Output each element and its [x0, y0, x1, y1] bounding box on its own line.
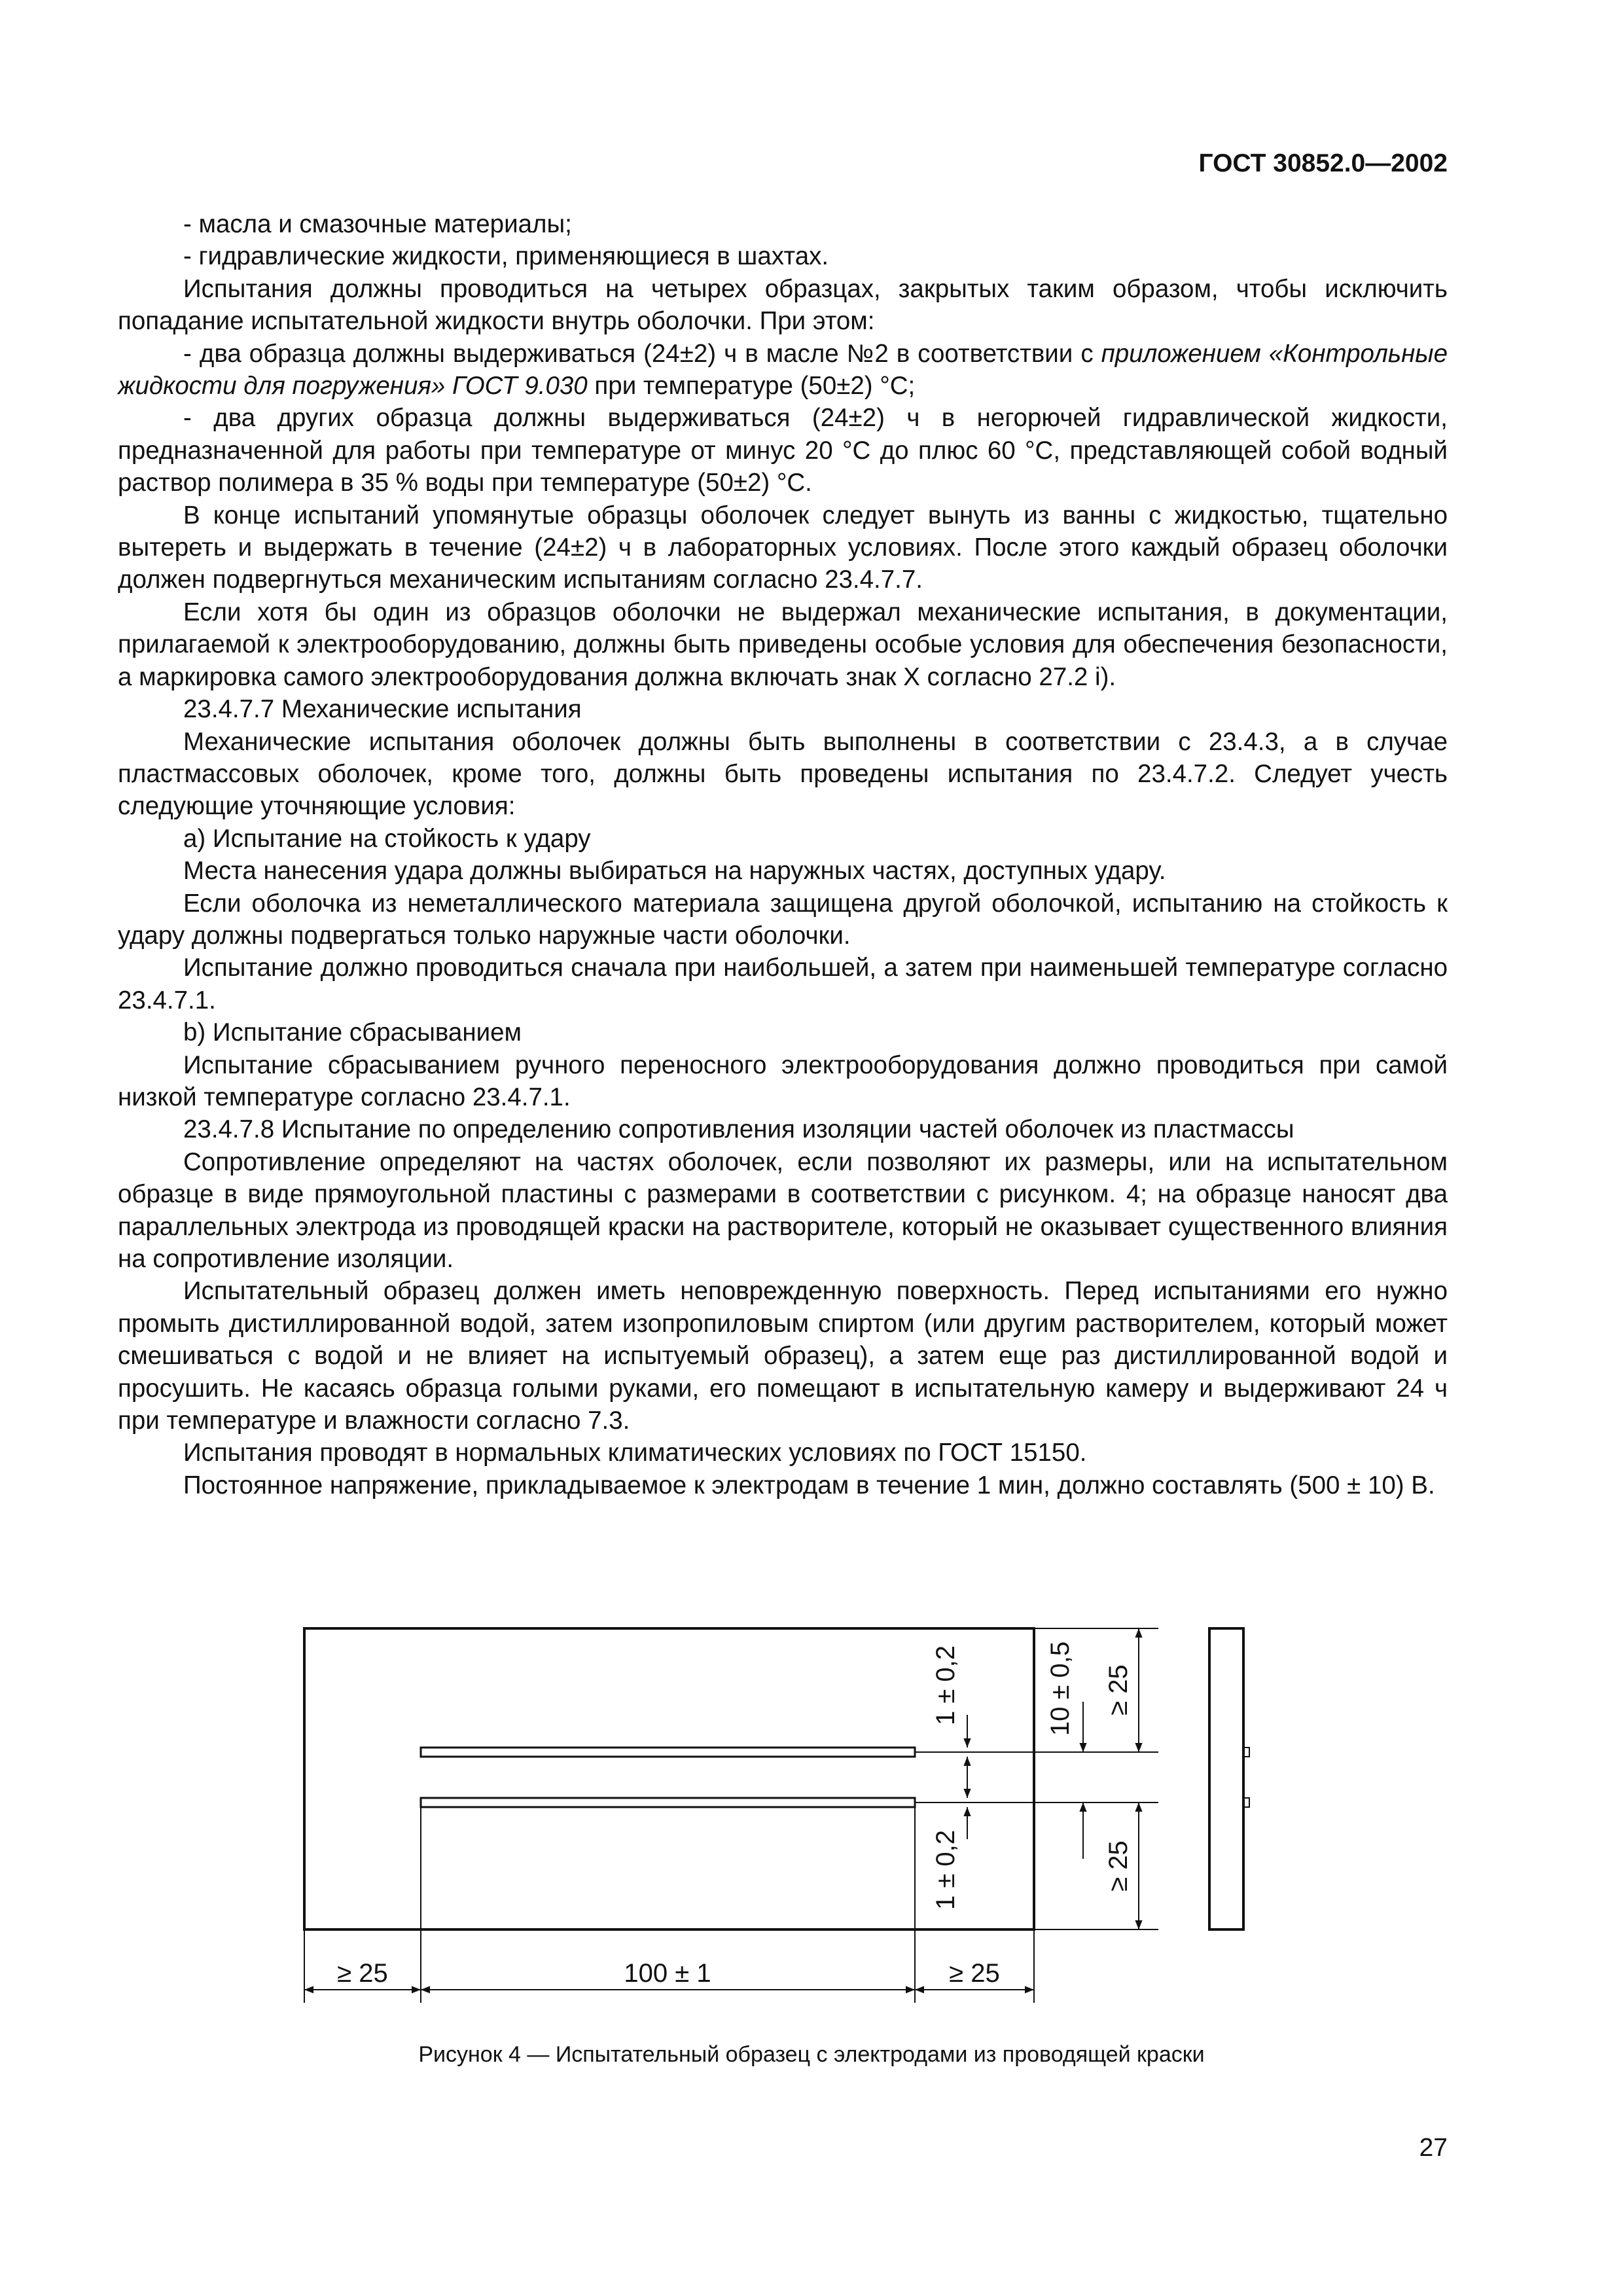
- paragraph: Испытания проводят в нормальных климатических условиях по ГОСТ 15150.: [183, 1439, 1087, 1467]
- document-body: [118, 208, 1448, 1501]
- subsection-heading: а) Испытание на стойкость к удару: [183, 824, 591, 853]
- paragraph: Испытательный образец должен иметь неповрежденную поверхность. Перед испытаниями его нужно промыть дистиллированной водой, затем изопропиловым спиртом (или другим растворителем, который может смешиваться с водой и не влияет на испытуемый образец), а затем еще раз дистиллированной водой и просушить. Не касаясь образца голыми руками, его помещают в испытательную камеру и выдерживают 24 ч при температуре и влажности согласно 7.3.: [118, 1277, 1448, 1435]
- side-view-electrode-bottom: [1243, 1798, 1249, 1807]
- paragraph: Если хотя бы один из образцов оболочки не выдержал механические испытания, в документации, прилагаемой к электрооборудованию, должны быть приведены особые условия для обеспечения безопасности, а маркировка самого электрооборудования должна включать знак X согласно 27.2 i).: [118, 598, 1448, 691]
- dim-left-label: ≥ 25: [337, 1959, 388, 1988]
- dim-right-label: ≥ 25: [949, 1959, 1000, 1988]
- paragraph: Механические испытания оболочек должны быть выполнены в соответствии с 23.4.3, а в случае пластмассовых оболочек, кроме того, должны быть проведены испытания по 23.4.7.2. Следует учесть следующие уточняющие условия:: [118, 727, 1448, 821]
- paragraph: Места нанесения удара должны выбираться на наружных частях, доступных удару.: [183, 857, 1166, 886]
- paragraph: Постоянное напряжение, прикладываемое к электродам в течение 1 мин, должно составлять (500 ± 10) В.: [183, 1471, 1435, 1499]
- figure-caption: Рисунок 4 — Испытательный образец с электродами из проводящей краски: [418, 2042, 1205, 2067]
- dim-gap-bottom-label: 1 ± 0,2: [931, 1829, 960, 1910]
- dim-bottom-min-label: ≥ 25: [1104, 1840, 1133, 1892]
- dim-spacing-label: 10 ± 0,5: [1046, 1641, 1075, 1736]
- electrode-bottom: [421, 1798, 915, 1807]
- dim-top-min-label: ≥ 25: [1104, 1664, 1133, 1715]
- dim-gap-top-label: 1 ± 0,2: [931, 1645, 960, 1726]
- specimen-plate: [304, 1628, 1034, 1929]
- paragraph: - два других образца должны выдерживаться (24±2) ч в негорючей гидравлической жидкости, предназначенной для работы при температуре от минус 20 °С до плюс 60 °С, представляющей собой водный раствор полимера в 35 % воды при температуре (50±2) °С.: [118, 404, 1448, 497]
- subsection-heading: b) Испытание сбрасыванием: [183, 1018, 522, 1047]
- list-item: - масла и смазочные материалы;: [183, 210, 572, 238]
- list-item: - гидравлические жидкости, применяющиеся в шахтах.: [183, 242, 829, 271]
- page-number: 27: [1419, 2134, 1448, 2162]
- side-view-plate: [1209, 1628, 1243, 1929]
- paragraph: Испытания должны проводиться на четырех образцах, закрытых таким образом, чтобы исключить попадание испытательной жидкости внутрь оболочки. При этом:: [118, 274, 1448, 336]
- document-code: ГОСТ 30852.0—2002: [1198, 149, 1448, 177]
- paragraph: Если оболочка из неметаллического материала защищена другой оболочкой, испытанию на стойкость к удару должны подвергаться только наружные части оболочки.: [118, 889, 1448, 950]
- electrode-top: [421, 1748, 915, 1757]
- standard-reference: приложением «Контрольные жидкости для погружения» ГОСТ 9.030: [118, 339, 1448, 401]
- paragraph: Испытание сбрасыванием ручного переносного электрооборудования должно проводиться при самой низкой температуре согласно 23.4.7.1.: [118, 1050, 1448, 1111]
- section-heading: 23.4.7.8 Испытание по определению сопротивления изоляции частей оболочек из пластмассы: [183, 1115, 1294, 1144]
- dim-length-label: 100 ± 1: [624, 1959, 711, 1988]
- side-view-electrode-top: [1243, 1748, 1249, 1757]
- section-heading: 23.4.7.7 Механические испытания: [183, 695, 582, 724]
- paragraph: В конце испытаний упомянутые образцы оболочек следует вынуть из ванны с жидкостью, тщательно вытереть и выдержать в течение (24±2) ч в лабораторных условиях. После этого каждый образец оболочки должен подвергнуться механическим испытаниям согласно 23.4.7.7.: [118, 501, 1448, 594]
- paragraph: Сопротивление определяют на частях оболочек, если позволяют их размеры, или на испытательном образце в виде прямоугольной пластины с размерами в соответствии с рисунком. 4; на образце наносят два параллельных электрода из проводящей краски на растворителе, который не оказывает существенного влияния на сопротивление изоляции.: [118, 1147, 1448, 1273]
- paragraph-with-reference: - два образца должны выдерживаться (24±2) ч в масле №2 в соответствии с приложением «Контрольные жидкости для погружения» ГОСТ 9.030 при температуре (50±2) °С;: [118, 339, 1448, 401]
- paragraph: Испытание должно проводиться сначала при наибольшей, а затем при наименьшей температуре согласно 23.4.7.1.: [118, 954, 1448, 1014]
